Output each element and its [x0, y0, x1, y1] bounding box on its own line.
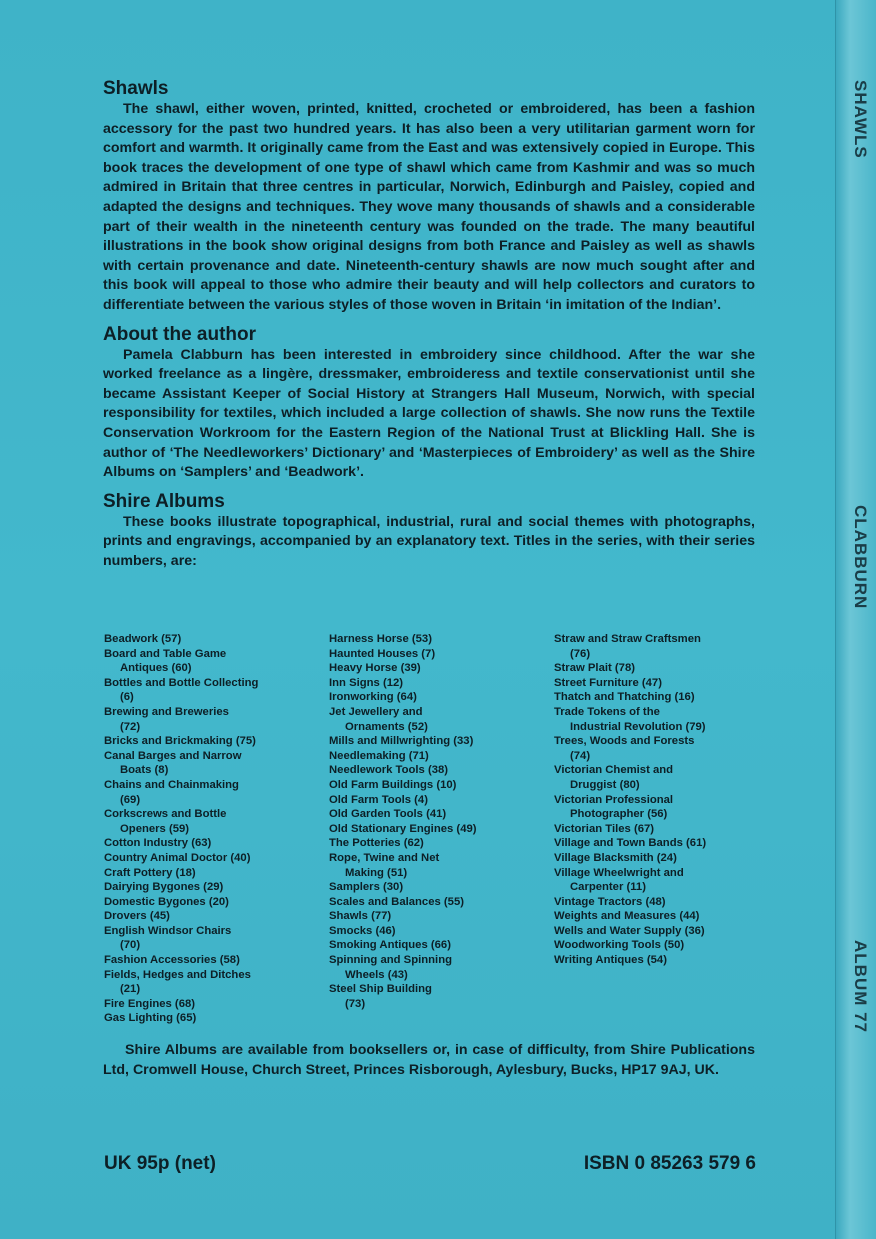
series-title: Trade Tokens of the	[554, 705, 660, 718]
availability-note: Shire Albums are available from booksellers or, in case of difficulty, from Shire Publications Ltd, Cromwell House, Church Street, Princes Risborough, Aylesbury, Bucks, HP17 9AJ, UK.	[103, 1042, 755, 1078]
series-title-continuation: (69)	[120, 793, 141, 806]
series-column-3	[554, 632, 764, 968]
series-title: Straw and Straw Craftsmen	[554, 633, 701, 645]
price-label: UK 95p (net)	[104, 1153, 216, 1174]
series-title: Spinning and Spinning	[329, 954, 452, 967]
series-title: Chains and Chainmaking	[104, 778, 239, 791]
albums-description: These books illustrate topographical, industrial, rural and social themes with photographs, prints and engravings, accompanied by an explanatory text. Titles in the series, with their series numbers, are:	[103, 513, 755, 569]
series-title: Fire Engines (68)	[104, 997, 196, 1010]
series-title-continuation: (74)	[570, 749, 591, 762]
series-title: Cotton Industry (63)	[104, 837, 212, 850]
series-title: Vintage Tractors (48)	[554, 895, 666, 908]
series-title: Scales and Balances (55)	[329, 895, 465, 908]
series-title: Bottles and Bottle Collecting	[104, 676, 259, 689]
series-title: Brewing and Breweries	[104, 705, 229, 718]
spine-title: SHAWLS	[851, 80, 870, 159]
series-title-continuation: (6)	[120, 691, 134, 704]
series-title: Village Blacksmith (24)	[554, 851, 677, 864]
series-title: Fashion Accessories (58)	[104, 954, 240, 967]
series-title: Corkscrews and Bottle	[104, 808, 227, 821]
series-title: Village and Town Bands (61)	[554, 837, 707, 850]
series-title: Bricks and Brickmaking (75)	[104, 735, 256, 748]
series-title: Dairying Bygones (29)	[104, 881, 224, 894]
series-title: Drovers (45)	[104, 910, 170, 923]
series-column-1	[104, 632, 314, 1026]
series-title: Old Stationary Engines (49)	[329, 822, 477, 835]
series-title: The Potteries (62)	[329, 837, 424, 850]
series-title: Board and Table Game	[104, 647, 227, 660]
series-title: Haunted Houses (7)	[329, 647, 436, 660]
series-title-continuation: (70)	[120, 939, 141, 952]
series-title: Old Garden Tools (41)	[329, 808, 447, 821]
series-title: Country Animal Doctor (40)	[104, 851, 251, 864]
series-title: Street Furniture (47)	[554, 676, 662, 689]
series-title: Steel Ship Building	[329, 983, 432, 996]
series-title-continuation: (73)	[345, 997, 366, 1010]
isbn-label: ISBN 0 85263 579 6	[583, 1153, 756, 1174]
spine-author: CLABBURN	[851, 505, 870, 610]
series-title-continuation: (21)	[120, 983, 141, 996]
series-title: Shawls (77)	[329, 910, 392, 923]
series-title: Inn Signs (12)	[329, 676, 404, 689]
series-title: Village Wheelwright and	[554, 866, 684, 879]
author-heading: About the author	[103, 323, 257, 345]
series-title: Jet Jewellery and	[329, 705, 423, 718]
series-title: Needlework Tools (38)	[329, 764, 449, 777]
series-title-continuation: (72)	[120, 720, 141, 733]
series-title: Old Farm Tools (4)	[329, 793, 428, 806]
series-title: Mills and Millwrighting (33)	[329, 735, 474, 748]
series-title-continuation: (76)	[570, 647, 591, 660]
series-title: Ironworking (64)	[329, 691, 417, 704]
series-title: Craft Pottery (18)	[104, 866, 196, 879]
series-title: Heavy Horse (39)	[329, 662, 421, 675]
blurb-content	[103, 78, 755, 579]
series-title: Old Farm Buildings (10)	[329, 778, 457, 791]
series-title-continuation: Photographer (56)	[570, 808, 668, 821]
series-title-continuation: Making (51)	[345, 866, 408, 879]
series-title: Gas Lighting (65)	[104, 1012, 197, 1025]
author-section	[103, 324, 755, 483]
series-title: Canal Barges and Narrow	[104, 749, 242, 762]
series-title: Smocks (46)	[329, 924, 396, 937]
series-title: Rope, Twine and Net	[329, 851, 440, 864]
series-title: Wells and Water Supply (36)	[554, 924, 705, 937]
series-title: Woodworking Tools (50)	[554, 939, 685, 952]
shawls-description: The shawl, either woven, printed, knitted, crocheted or embroidered, has been a fashion accessory for the past two hundred years. It has also been a very utilitarian garment worn for comfort and warmth. It originally came from the East and was extensively copied in Europe. This book traces the development of one type of shawl which came from Kashmir and was so much admired in Britain that three centres in particular, Norwich, Edinburgh and Paisley, copied and adapted the designs and techniques. They wove many thousands of shawls and a considerable part of their wealth in the nineteenth century was founded on the trade. The many beautiful illustrations in the book show original designs from both France and Paisley as well as shawls with certain provenance and date. Nineteenth-century shawls are now much sought after and this book will appeal to those who admire their beauty and will help collectors and curators to differentiate between the various styles of those woven in Britain ‘in imitation of the Indian’.	[103, 101, 755, 313]
series-title: Writing Antiques (54)	[554, 954, 667, 967]
series-title-continuation: Openers (59)	[120, 822, 190, 835]
series-title: Domestic Bygones (20)	[104, 895, 229, 908]
series-title: Smoking Antiques (66)	[329, 939, 451, 952]
series-title: Trees, Woods and Forests	[554, 735, 695, 748]
albums-section	[103, 491, 755, 572]
series-title-continuation: Industrial Revolution (79)	[570, 720, 706, 733]
series-title: Weights and Measures (44)	[554, 910, 700, 923]
shawls-heading: Shawls	[103, 78, 169, 99]
series-title: Thatch and Thatching (16)	[554, 691, 695, 704]
series-title: English Windsor Chairs	[104, 924, 232, 937]
series-title: Fields, Hedges and Ditches	[104, 968, 251, 981]
author-biography: Pamela Clabburn has been interested in embroidery since childhood. After the war she worked freelance as a lingère, dressmaker, embroideress and textile conservationist until she became Assistant Keeper of Social History at Strangers Hall Museum, Norwich, with special responsibility for textiles, which included a large collection of shawls. She now runs the Textile Conservation Workroom for the Eastern Region of the National Trust at Blickling Hall. She is author of ‘The Needleworkers’ Dictionary’ and ‘Masterpieces of Embroidery’ as well as the Shire Albums on ‘Samplers’ and ‘Beadwork’.	[103, 346, 755, 481]
series-title: Samplers (30)	[329, 881, 404, 894]
series-title-continuation: Wheels (43)	[345, 968, 408, 981]
spine-code: ALBUM 77	[851, 940, 870, 1034]
series-column-2	[329, 632, 539, 1011]
shawls-section	[103, 78, 755, 316]
series-title: Victorian Tiles (67)	[554, 822, 655, 835]
series-title: Needlemaking (71)	[329, 749, 429, 762]
series-title: Victorian Professional	[554, 793, 674, 806]
series-title-continuation: Druggist (80)	[570, 778, 640, 791]
book-spine	[835, 0, 876, 1239]
series-title-continuation: Carpenter (11)	[570, 881, 646, 894]
series-title: Straw Plait (78)	[554, 662, 635, 675]
series-title-continuation: Boats (8)	[120, 764, 169, 777]
series-title: Victorian Chemist and	[554, 764, 674, 777]
series-title: Beadwork (57)	[104, 633, 182, 645]
series-title-continuation: Ornaments (52)	[345, 720, 428, 733]
albums-heading: Shire Albums	[103, 490, 225, 512]
series-title-continuation: Antiques (60)	[120, 662, 192, 675]
series-title: Harness Horse (53)	[329, 633, 432, 645]
